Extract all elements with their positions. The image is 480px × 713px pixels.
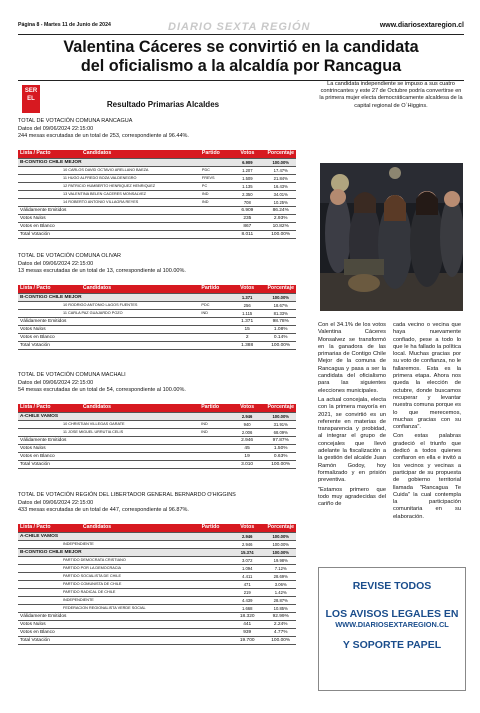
cell-partido bbox=[199, 293, 228, 301]
cell-pct: 97.87% bbox=[265, 436, 296, 444]
cell-pct: 100.00% bbox=[265, 532, 296, 540]
cell-votos: 8.011 bbox=[229, 230, 265, 238]
table-row bbox=[18, 230, 296, 238]
section-meta bbox=[18, 492, 308, 515]
page-header bbox=[18, 22, 464, 34]
table-row bbox=[18, 317, 296, 325]
results-section bbox=[18, 372, 308, 469]
cell-pct: 1.42% bbox=[265, 588, 296, 596]
article-paragraph: La actual concejala, electa con la primera mayoría en 2021, se convirtió es un referente en materias de transparencia y probidad, al integrar el grupo de concejales que llevó adelante la fiscalización a la gestión del alcalde Juan Ramón Godoy, hoy formalizado y en prisión preventiva. bbox=[318, 396, 386, 484]
cell-partido: IND bbox=[199, 428, 228, 436]
cell-partido bbox=[200, 230, 229, 238]
cell-partido: PDC bbox=[199, 301, 228, 309]
table-row bbox=[18, 564, 296, 572]
section-date: Datos del 09/06/2024 22:15:00 bbox=[18, 379, 94, 386]
cell-lista: Votos en Blanco bbox=[18, 452, 199, 460]
cell-votos: 256 bbox=[229, 301, 266, 309]
table-row bbox=[18, 588, 296, 596]
cell-partido: FREVS bbox=[200, 174, 229, 182]
cell-votos: 219 bbox=[229, 588, 266, 596]
column-header-lista: Lista / Pacto bbox=[18, 524, 81, 533]
legal-notices-ad bbox=[318, 567, 466, 691]
cell-pct: 21.84% bbox=[265, 174, 296, 182]
cell-partido bbox=[199, 436, 228, 444]
cell-pct: 68.09% bbox=[265, 428, 296, 436]
brand-name: DIARIO SEXTA REGIÓN bbox=[168, 21, 311, 33]
cell-lista: Válidamente Emitidos bbox=[18, 317, 199, 325]
cell-partido bbox=[200, 556, 229, 564]
cell-votos: 18.320 bbox=[229, 612, 266, 620]
article-paragraph: cada vecino o vecina que haya nuevamente confiado, pese a todo lo que le ha fallado la política local. Muchas gracias por su voto de confianza, no le fallaremos. Esta es la primera etapa. Ahora nos queda la elección de octubre, donde buscamos recuperar y levantar nuestra comuna porque es lo que merecemos, muchas gracias con su confianza". bbox=[393, 322, 461, 431]
table-row bbox=[18, 301, 296, 309]
table-row bbox=[18, 174, 296, 182]
cell-pct: 100.00% bbox=[265, 548, 296, 556]
cell-cand: 10 RODRIGO ANTONIO LAGOS FUENTES bbox=[18, 301, 199, 309]
column-header-candidatos: Candidatos bbox=[81, 404, 199, 413]
cell-votos: 2.946 bbox=[229, 540, 266, 548]
cell-votos: 1.668 bbox=[229, 604, 266, 612]
column-header-partido: Partido bbox=[199, 285, 228, 294]
table-header-row bbox=[18, 404, 296, 413]
cell-pct: 1.50% bbox=[265, 444, 296, 452]
cell-votos: 471 bbox=[229, 580, 266, 588]
article-column-1 bbox=[318, 322, 386, 510]
section-summary: 13 mesas escrutadas de un total de 13, correspondiente al 100.00%. bbox=[18, 268, 186, 275]
cell-lista: Total Votación bbox=[18, 636, 200, 644]
cell-cand: 12 PATRICIO HUMBERTO HENRIQUEZ HENRIQUEZ bbox=[18, 182, 200, 190]
cell-cand: 11 JOSE MIGUEL URRUTIA CELIS bbox=[18, 428, 199, 436]
column-header-porcentaje: Porcentaje bbox=[267, 524, 294, 531]
table-row bbox=[18, 214, 296, 222]
cell-partido bbox=[200, 636, 229, 644]
cell-cand: INDEPENDIENTE bbox=[18, 596, 200, 604]
cell-partido bbox=[200, 206, 229, 214]
cell-lista: Válidamente Emitidos bbox=[18, 206, 200, 214]
cell-lista: Total Votación bbox=[18, 460, 199, 468]
column-header-candidatos: Candidatos bbox=[81, 524, 200, 533]
table-row bbox=[18, 444, 296, 452]
cell-pct: 100.00% bbox=[265, 158, 296, 166]
column-header-porcentaje: Porcentaje bbox=[267, 404, 294, 411]
page-label: Página 8 - Martes 11 de Junio de 2024 bbox=[18, 22, 111, 28]
cell-pct: 100.00% bbox=[265, 412, 296, 420]
cell-partido bbox=[200, 620, 229, 628]
cell-pct: 4.77% bbox=[265, 628, 296, 636]
cell-partido bbox=[199, 444, 228, 452]
section-title: TOTAL DE VOTACIÓN REGIÓN DEL LIBERTADOR GENERAL BERNARDO O'HIGGINS bbox=[18, 492, 236, 498]
cell-lista: Válidamente Emitidos bbox=[18, 436, 199, 444]
results-table bbox=[18, 150, 296, 239]
cell-pct: 10.82% bbox=[265, 222, 296, 230]
column-header-candidatos: Candidatos bbox=[81, 150, 200, 159]
cell-votos: 235 bbox=[229, 214, 265, 222]
cell-cand: 13 VALENTINA BELEN CACERES MONSALVEZ bbox=[18, 190, 200, 198]
article-column-2 bbox=[393, 322, 461, 523]
cell-partido bbox=[200, 572, 229, 580]
cell-votos: 15 bbox=[229, 325, 266, 333]
cell-cand: 14 ROBERTO ANTONIO VILLAGRA REYES bbox=[18, 198, 200, 206]
cell-pct: 16.43% bbox=[265, 182, 296, 190]
cell-votos: 19.700 bbox=[229, 636, 266, 644]
cell-lista: A-CHILE VAMOS bbox=[18, 412, 199, 420]
table-row bbox=[18, 190, 296, 198]
cell-pct: 92.99% bbox=[265, 612, 296, 620]
table-header-row bbox=[18, 524, 296, 533]
cell-pct: 100.00% bbox=[265, 230, 296, 238]
table-row bbox=[18, 293, 296, 301]
cell-partido bbox=[200, 588, 229, 596]
cell-votos: 1.371 bbox=[229, 293, 266, 301]
table-row bbox=[18, 325, 296, 333]
cell-votos: 1.135 bbox=[229, 182, 265, 190]
cell-partido bbox=[200, 580, 229, 588]
results-section bbox=[18, 492, 308, 645]
table-row bbox=[18, 580, 296, 588]
cell-partido bbox=[199, 452, 228, 460]
cell-pct: 100.00% bbox=[265, 636, 296, 644]
column-header-votos: Votos bbox=[229, 404, 266, 413]
cell-votos: 2.006 bbox=[229, 428, 266, 436]
ad-website[interactable]: WWW.DIARIOSEXTAREGION.CL bbox=[335, 620, 449, 629]
table-row bbox=[18, 166, 296, 174]
cell-lista: B-CONTIGO CHILE MEJOR bbox=[18, 158, 200, 166]
column-header-partido: Partido bbox=[200, 524, 229, 533]
cell-pct: 3.06% bbox=[265, 580, 296, 588]
cell-votos: 2.946 bbox=[229, 412, 266, 420]
cell-partido bbox=[200, 532, 229, 540]
cell-lista: Votos Nulos bbox=[18, 214, 200, 222]
cell-lista: B-CONTIGO CHILE MEJOR bbox=[18, 548, 200, 556]
results-section bbox=[18, 118, 308, 239]
cell-partido: IND bbox=[200, 198, 229, 206]
cell-lista: Válidamente Emitidos bbox=[18, 612, 200, 620]
cell-votos: 939 bbox=[229, 628, 266, 636]
table-row bbox=[18, 556, 296, 564]
table-row bbox=[18, 604, 296, 612]
cell-partido bbox=[200, 214, 229, 222]
candidate-photo bbox=[320, 163, 463, 311]
cell-pct: 19.98% bbox=[265, 556, 296, 564]
column-header-lista: Lista / Pacto bbox=[18, 404, 81, 413]
cell-cand: PARTIDO DEMOCRATA CRISTIANO bbox=[18, 556, 200, 564]
cell-partido: IND bbox=[199, 420, 228, 428]
article-paragraph: Con estas palabras gradeció el triunfo que dedicó a todos quienes confiaron en ella e invitó a los vecinos y vecinas a participar de su propuesta de gobierno territorial llamada "Rancagua Te Cuida" la cual contempla la participación comunitaria en su elaboración. bbox=[393, 433, 461, 520]
cell-pct: 10.85% bbox=[265, 604, 296, 612]
table-row bbox=[18, 532, 296, 540]
cell-cand: PARTIDO SOCIALISTA DE CHILE bbox=[18, 572, 200, 580]
cell-lista: Total Votación bbox=[18, 230, 200, 238]
table-row bbox=[18, 596, 296, 604]
cell-partido bbox=[200, 604, 229, 612]
cell-pct: 100.00% bbox=[265, 341, 296, 349]
section-summary: 433 mesas escrutadas de un total de 447, correspondiente al 96.87%. bbox=[18, 507, 189, 514]
cell-pct: 28.69% bbox=[265, 572, 296, 580]
cell-lista: Votos Nulos bbox=[18, 325, 199, 333]
cell-cand: 10 CARLOS DAVID OCTAVIO ARELLANO BAEZA bbox=[18, 166, 200, 174]
table-row bbox=[18, 612, 296, 620]
cell-lista: Votos en Blanco bbox=[18, 333, 199, 341]
table-row bbox=[18, 222, 296, 230]
cell-pct: 0.63% bbox=[265, 452, 296, 460]
table-row bbox=[18, 158, 296, 166]
table-row bbox=[18, 198, 296, 206]
cell-pct: 100.00% bbox=[265, 460, 296, 468]
cell-votos: 4.411 bbox=[229, 572, 266, 580]
table-row bbox=[18, 420, 296, 428]
cell-cand: INDEPENDIENTE bbox=[18, 540, 200, 548]
results-section bbox=[18, 253, 308, 350]
cell-votos: 3.010 bbox=[229, 460, 266, 468]
table-row bbox=[18, 341, 296, 349]
column-header-votos: Votos bbox=[229, 285, 266, 294]
cell-pct: 17.47% bbox=[265, 166, 296, 174]
table-row bbox=[18, 540, 296, 548]
section-title: TOTAL DE VOTACIÓN COMUNA RANCAGUA bbox=[18, 118, 133, 124]
cell-votos: 2.946 bbox=[229, 532, 266, 540]
cell-cand: PARTIDO COMUNISTA DE CHILE bbox=[18, 580, 200, 588]
section-title: TOTAL DE VOTACIÓN COMUNA MACHALI bbox=[18, 372, 126, 378]
cell-votos: 708 bbox=[229, 198, 265, 206]
cell-votos: 1.509 bbox=[229, 174, 265, 182]
header-rule bbox=[18, 34, 464, 35]
cell-pct: 18.67% bbox=[265, 301, 296, 309]
cell-cand: 10 CHRISTIAN VILLEGAS GARATE bbox=[18, 420, 199, 428]
cell-votos: 6.909 bbox=[229, 206, 265, 214]
cell-partido: IND bbox=[200, 190, 229, 198]
table-row bbox=[18, 428, 296, 436]
table-row bbox=[18, 628, 296, 636]
article-paragraph: Con el 34.1% de los votos Valentina Cáceres Monsalvez se transformó en la ganadora de las primarias de Contigo Chile Mejor de la comuna de Rancagua y pasa a ser la candidata del oficialismo para las siguientes elecciones municipales. bbox=[318, 322, 386, 394]
cell-lista: A-CHILE VAMOS bbox=[18, 532, 200, 540]
ad-line1: REVISE TODOS bbox=[352, 580, 432, 592]
cell-partido bbox=[200, 612, 229, 620]
column-header-partido: Partido bbox=[200, 150, 229, 159]
cell-cand: 11 HUGO ALFREDO BOZA VALDENEGRO bbox=[18, 174, 200, 182]
cell-partido: PC bbox=[200, 182, 229, 190]
cell-partido bbox=[199, 341, 228, 349]
cell-cand: PARTIDO POR LA DEMOCRACIA bbox=[18, 564, 200, 572]
section-date: Datos del 09/06/2024 22:15:00 bbox=[18, 499, 94, 506]
section-summary: 54 mesas escrutadas de un total de 54, correspondiente al 100.00%. bbox=[18, 387, 186, 394]
table-row bbox=[18, 206, 296, 214]
cell-lista: Total Votación bbox=[18, 341, 199, 349]
cell-votos: 45 bbox=[229, 444, 266, 452]
table-row bbox=[18, 548, 296, 556]
cell-votos: 1.371 bbox=[229, 317, 266, 325]
cell-votos: 2.946 bbox=[229, 436, 266, 444]
cell-pct: 2.24% bbox=[265, 620, 296, 628]
cell-partido bbox=[200, 540, 229, 548]
cell-pct: 0.14% bbox=[265, 333, 296, 341]
results-table bbox=[18, 524, 296, 645]
cell-partido bbox=[199, 317, 228, 325]
cell-votos: 19 bbox=[229, 452, 266, 460]
cell-cand: FEDERACION REGIONALISTA VERDE SOCIAL bbox=[18, 604, 200, 612]
cell-partido bbox=[199, 460, 228, 468]
column-header-votos: Votos bbox=[229, 524, 266, 533]
section-meta bbox=[18, 118, 308, 141]
cell-votos: 4.439 bbox=[229, 596, 266, 604]
ad-line2: LOS AVISOS LEGALES EN bbox=[325, 608, 459, 620]
table-header-row bbox=[18, 150, 296, 159]
column-header-lista: Lista / Pacto bbox=[18, 150, 81, 159]
cell-partido bbox=[200, 628, 229, 636]
section-meta bbox=[18, 253, 308, 276]
ad-line4: Y SOPORTE PAPEL bbox=[342, 639, 442, 651]
table-row bbox=[18, 636, 296, 644]
results-panel bbox=[18, 80, 308, 680]
cell-votos: 6.909 bbox=[229, 158, 265, 166]
cell-votos: 2 bbox=[229, 333, 266, 341]
cell-lista: Votos Nulos bbox=[18, 620, 200, 628]
table-row bbox=[18, 412, 296, 420]
section-date: Datos del 09/06/2024 22:15:00 bbox=[18, 125, 94, 132]
cell-pct: 31.91% bbox=[265, 420, 296, 428]
cell-votos: 940 bbox=[229, 420, 266, 428]
table-header-row bbox=[18, 285, 296, 294]
cell-partido bbox=[200, 222, 229, 230]
cell-lista: Votos en Blanco bbox=[18, 628, 200, 636]
cell-partido bbox=[200, 548, 229, 556]
section-summary: 244 mesas escrutadas de un total de 253, correspondiente al 96.44%. bbox=[18, 133, 189, 140]
cell-pct: 7.12% bbox=[265, 564, 296, 572]
table-row bbox=[18, 309, 296, 317]
results-table bbox=[18, 285, 296, 350]
cell-votos: 867 bbox=[229, 222, 265, 230]
photo-caption: La candidata independiente se impuso a sus cuatro contrincantes y este 27 de Octubre podría convertirse en la primera mujer electa democráticamente alcaldesa de la capital regional de O´Higgins. bbox=[319, 81, 463, 109]
cell-pct: 10.25% bbox=[265, 198, 296, 206]
cell-partido bbox=[199, 325, 228, 333]
cell-cand: PARTIDO RADICAL DE CHILE bbox=[18, 588, 200, 596]
section-date: Datos del 09/06/2024 22:15:00 bbox=[18, 260, 94, 267]
results-title: Resultado Primarias Alcaldes bbox=[106, 100, 220, 109]
cell-votos: 1.115 bbox=[229, 309, 266, 317]
cell-partido: IND bbox=[199, 309, 228, 317]
cell-partido bbox=[200, 564, 229, 572]
cell-pct: 2.93% bbox=[265, 214, 296, 222]
cell-pct: 1.08% bbox=[265, 325, 296, 333]
column-header-lista: Lista / Pacto bbox=[18, 285, 81, 294]
cell-pct: 81.33% bbox=[265, 309, 296, 317]
cell-lista: B-CONTIGO CHILE MEJOR bbox=[18, 293, 199, 301]
section-meta bbox=[18, 372, 308, 395]
cell-votos: 1.207 bbox=[229, 166, 265, 174]
cell-votos: 1.388 bbox=[229, 341, 266, 349]
column-header-porcentaje: Porcentaje bbox=[267, 285, 294, 292]
cell-lista: Votos en Blanco bbox=[18, 222, 200, 230]
column-header-porcentaje: Porcentaje bbox=[267, 150, 294, 157]
table-row bbox=[18, 436, 296, 444]
cell-partido bbox=[199, 412, 228, 420]
table-row bbox=[18, 572, 296, 580]
column-header-votos: Votos bbox=[229, 150, 265, 159]
cell-lista: Votos Nulos bbox=[18, 444, 199, 452]
table-row bbox=[18, 620, 296, 628]
table-row bbox=[18, 460, 296, 468]
headline-line1: Valentina Cáceres se convirtió en la candidata bbox=[63, 38, 419, 56]
table-row bbox=[18, 182, 296, 190]
cell-pct: 86.24% bbox=[265, 206, 296, 214]
headline-line2: del oficialismo a la alcaldía por Rancagua bbox=[80, 57, 402, 75]
cell-votos: 15.374 bbox=[229, 548, 266, 556]
logo-line1: SER bbox=[24, 88, 38, 94]
cell-votos: 1.094 bbox=[229, 564, 266, 572]
cell-partido bbox=[200, 596, 229, 604]
headline bbox=[18, 38, 464, 76]
cell-pct: 100.00% bbox=[265, 540, 296, 548]
cell-pct: 98.78% bbox=[265, 317, 296, 325]
cell-pct: 100.00% bbox=[265, 293, 296, 301]
section-title: TOTAL DE VOTACIÓN COMUNA OLIVAR bbox=[18, 253, 121, 259]
cell-cand: 11 CARLA PAZ GUAJARDO POZO bbox=[18, 309, 199, 317]
column-header-candidatos: Candidatos bbox=[81, 285, 200, 294]
table-row bbox=[18, 452, 296, 460]
cell-votos: 441 bbox=[229, 620, 266, 628]
cell-partido: PDC bbox=[200, 166, 229, 174]
column-header-partido: Partido bbox=[199, 404, 228, 413]
website-link[interactable]: www.diariosextaregion.cl bbox=[379, 22, 464, 29]
cell-votos: 3.072 bbox=[229, 556, 266, 564]
cell-partido bbox=[199, 333, 228, 341]
cell-votos: 2.350 bbox=[229, 190, 265, 198]
table-row bbox=[18, 333, 296, 341]
cell-partido bbox=[200, 158, 229, 166]
cell-pct: 34.01% bbox=[265, 190, 296, 198]
article-paragraph: "Estamos primero que todo muy agradecidas del cariño de bbox=[318, 486, 386, 508]
logo-line2: EL bbox=[27, 96, 35, 102]
cell-pct: 28.87% bbox=[265, 596, 296, 604]
results-table bbox=[18, 404, 296, 469]
